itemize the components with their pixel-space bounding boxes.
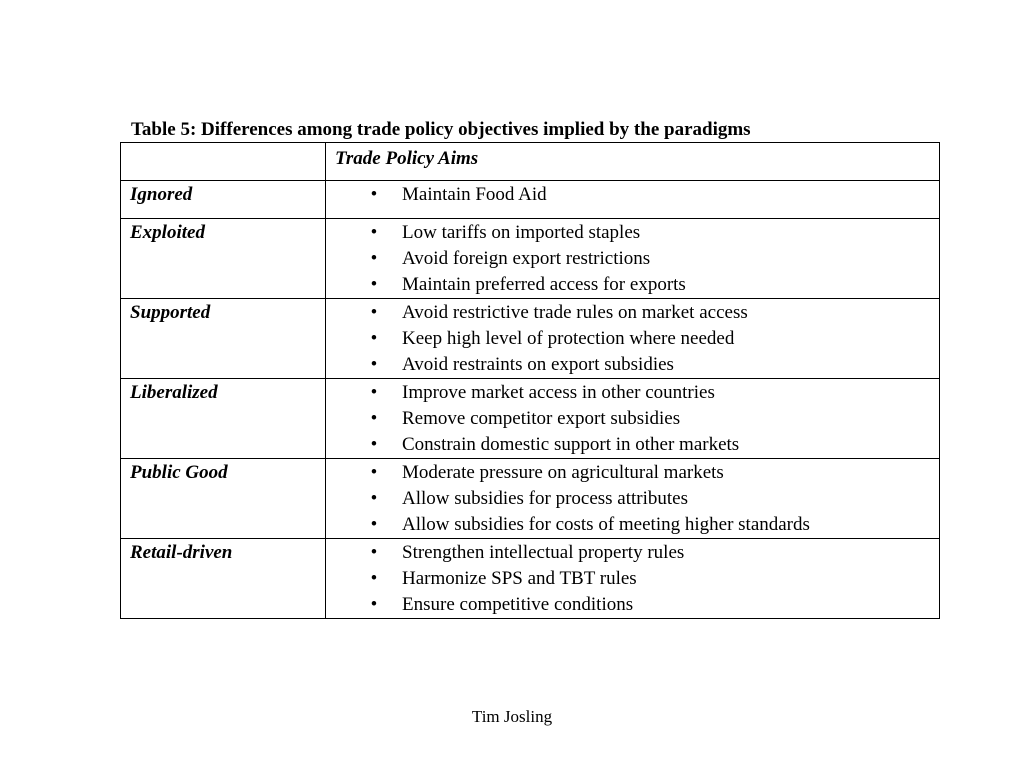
paradigm-label: Public Good (130, 462, 228, 483)
aims-list (326, 181, 939, 208)
aims-list (326, 459, 939, 538)
aim-text: Keep high level of protection where needed (402, 328, 735, 349)
paradigm-cell (121, 219, 326, 299)
bullet-icon: • (370, 302, 378, 323)
aim-item (326, 592, 939, 618)
table-row (121, 219, 940, 299)
bullet-icon: • (370, 462, 378, 483)
paradigm-cell (121, 379, 326, 459)
paradigm-label: Supported (130, 302, 211, 323)
aim-item (326, 512, 939, 538)
aims-cell (326, 459, 940, 539)
paradigm-label: Retail-driven (130, 542, 233, 563)
aim-text: Strengthen intellectual property rules (402, 542, 685, 563)
paradigm-cell (121, 181, 326, 219)
page-footer-author: Tim Josling (471, 707, 553, 726)
aim-text: Remove competitor export subsidies (402, 408, 681, 429)
bullet-icon: • (370, 568, 378, 589)
aim-item (326, 432, 939, 458)
table-row (121, 181, 940, 219)
paradigm-label: Exploited (130, 222, 205, 243)
aim-text: Moderate pressure on agricultural markets (402, 462, 724, 483)
aim-item (326, 540, 939, 566)
bullet-icon: • (370, 434, 378, 455)
bullet-icon: • (370, 594, 378, 615)
aim-item (326, 300, 939, 326)
aim-text: Maintain preferred access for exports (402, 274, 686, 295)
bullet-icon: • (370, 248, 378, 269)
aim-item (326, 460, 939, 486)
table-row (121, 299, 940, 379)
aims-list (326, 379, 939, 458)
header-cell-aims (326, 143, 940, 181)
aim-text: Constrain domestic support in other markets (402, 434, 740, 455)
aim-item (326, 380, 939, 406)
paradigm-cell (121, 459, 326, 539)
bullet-icon: • (370, 274, 378, 295)
aim-text: Ensure competitive conditions (402, 594, 634, 615)
aim-item (326, 246, 939, 272)
bullet-icon: • (370, 408, 378, 429)
aim-item (326, 406, 939, 432)
aim-text: Low tariffs on imported staples (402, 222, 641, 243)
aims-cell (326, 539, 940, 619)
aim-text: Avoid restraints on export subsidies (402, 354, 674, 375)
aim-text: Allow subsidies for costs of meeting higher standards (402, 514, 810, 535)
bullet-icon: • (370, 354, 378, 375)
aims-cell (326, 181, 940, 219)
bullet-icon: • (370, 328, 378, 349)
bullet-icon: • (370, 514, 378, 535)
aim-item (326, 486, 939, 512)
aim-text: Improve market access in other countries (402, 382, 715, 403)
aim-item (326, 566, 939, 592)
bullet-icon: • (370, 382, 378, 403)
aim-text: Allow subsidies for process attributes (402, 488, 689, 509)
trade-policy-table (120, 142, 940, 619)
header-cell-empty (121, 143, 326, 181)
paradigm-cell (121, 299, 326, 379)
header-aims-label: Trade Policy Aims (335, 148, 479, 169)
table-row (121, 539, 940, 619)
aim-text: Maintain Food Aid (402, 184, 547, 205)
aim-item (326, 272, 939, 298)
aims-list (326, 299, 939, 378)
aims-cell (326, 379, 940, 459)
paradigm-cell (121, 539, 326, 619)
aim-item (326, 220, 939, 246)
bullet-icon: • (370, 222, 378, 243)
aim-text: Avoid restrictive trade rules on market access (402, 302, 748, 323)
paradigm-label: Liberalized (130, 382, 218, 403)
aim-item (326, 182, 939, 208)
aim-item (326, 326, 939, 352)
aim-item (326, 352, 939, 378)
table-row (121, 459, 940, 539)
bullet-icon: • (370, 184, 378, 205)
aims-cell (326, 299, 940, 379)
bullet-icon: • (370, 488, 378, 509)
paradigm-label: Ignored (130, 184, 193, 205)
bullet-icon: • (370, 542, 378, 563)
aim-text: Avoid foreign export restrictions (402, 248, 651, 269)
aims-list (326, 219, 939, 298)
table-row (121, 379, 940, 459)
aims-list (326, 539, 939, 618)
aims-cell (326, 219, 940, 299)
table-caption: Table 5: Differences among trade policy objectives implied by the paradigms (131, 119, 751, 140)
table-header-row (121, 143, 940, 181)
aim-text: Harmonize SPS and TBT rules (402, 568, 637, 589)
